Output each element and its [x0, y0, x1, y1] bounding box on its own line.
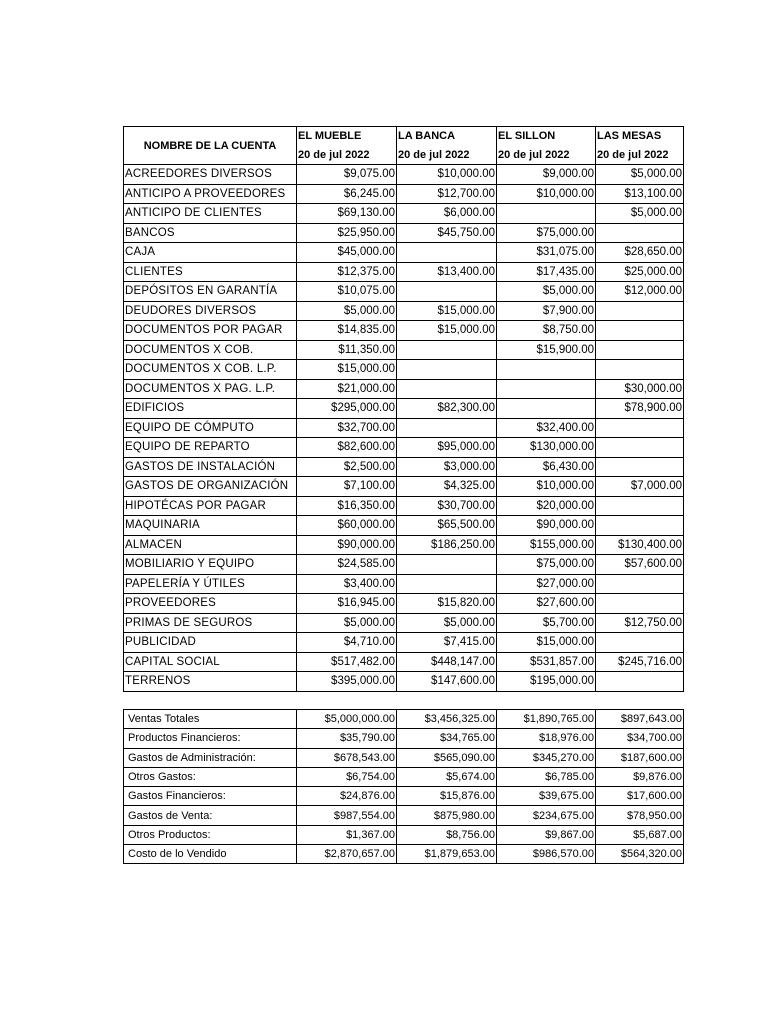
value-cell: $5,000.00 — [397, 613, 497, 633]
value-cell: $9,000.00 — [497, 165, 596, 185]
table-row — [124, 672, 684, 692]
value-cell: $5,000.00 — [297, 613, 397, 633]
value-cell: $12,375.00 — [297, 262, 397, 282]
account-name-cell: HIPOTÉCAS POR PAGAR — [124, 496, 297, 516]
value-cell: $17,435.00 — [497, 262, 596, 282]
company-header: EL MUEBLE — [297, 127, 397, 146]
value-cell: $18,976.00 — [497, 729, 596, 748]
value-cell: $6,785.00 — [497, 767, 596, 786]
table-row — [124, 418, 684, 438]
table-row — [124, 729, 684, 748]
table-row — [124, 710, 684, 729]
value-cell — [596, 301, 684, 321]
table-row — [124, 223, 684, 243]
value-cell: $130,400.00 — [596, 535, 684, 555]
account-name-cell: GASTOS DE INSTALACIÓN — [124, 457, 297, 477]
value-cell: $986,570.00 — [497, 845, 596, 864]
value-cell: $34,700.00 — [596, 729, 684, 748]
value-cell — [596, 321, 684, 341]
value-cell: $7,000.00 — [596, 477, 684, 497]
value-cell: $295,000.00 — [297, 399, 397, 419]
value-cell — [596, 360, 684, 380]
value-cell: $897,643.00 — [596, 710, 684, 729]
value-cell: $147,600.00 — [397, 672, 497, 692]
value-cell: $27,600.00 — [497, 594, 596, 614]
value-cell: $57,600.00 — [596, 555, 684, 575]
value-cell: $90,000.00 — [297, 535, 397, 555]
table-row — [124, 555, 684, 575]
value-cell: $5,000.00 — [297, 301, 397, 321]
value-cell: $3,456,325.00 — [397, 710, 497, 729]
value-cell: $30,700.00 — [397, 496, 497, 516]
value-cell: $95,000.00 — [397, 438, 497, 458]
value-cell: $5,000.00 — [497, 282, 596, 302]
company-header: EL SILLON — [497, 127, 596, 146]
value-cell: $6,000.00 — [397, 204, 497, 224]
value-cell: $24,876.00 — [297, 787, 397, 806]
value-cell: $7,900.00 — [497, 301, 596, 321]
value-cell: $8,750.00 — [497, 321, 596, 341]
value-cell — [596, 516, 684, 536]
table-row — [124, 360, 684, 380]
value-cell — [596, 672, 684, 692]
value-cell: $75,000.00 — [497, 555, 596, 575]
value-cell: $4,710.00 — [297, 633, 397, 653]
table-row — [124, 204, 684, 224]
date-header: 20 de jul 2022 — [397, 146, 497, 165]
table-row — [124, 438, 684, 458]
value-cell — [397, 340, 497, 360]
table-row — [124, 748, 684, 767]
table-row — [124, 262, 684, 282]
value-cell: $14,835.00 — [297, 321, 397, 341]
value-cell: $987,554.00 — [297, 806, 397, 825]
value-cell — [397, 574, 497, 594]
table-row — [124, 496, 684, 516]
value-cell: $7,100.00 — [297, 477, 397, 497]
value-cell: $75,000.00 — [497, 223, 596, 243]
table-row — [124, 379, 684, 399]
value-cell — [497, 204, 596, 224]
accounts-table — [123, 126, 684, 692]
value-cell: $5,000.00 — [596, 165, 684, 185]
value-cell — [497, 399, 596, 419]
value-cell: $678,543.00 — [297, 748, 397, 767]
table-row — [124, 516, 684, 536]
value-cell: $82,600.00 — [297, 438, 397, 458]
account-name-cell: MAQUINARIA — [124, 516, 297, 536]
value-cell — [596, 340, 684, 360]
table-row — [124, 652, 684, 672]
account-name-cell: PUBLICIDAD — [124, 633, 297, 653]
table-row — [124, 184, 684, 204]
value-cell: $10,000.00 — [397, 165, 497, 185]
account-name-cell: Gastos Financieros: — [124, 787, 297, 806]
table-row — [124, 825, 684, 844]
value-cell: $25,000.00 — [596, 262, 684, 282]
value-cell — [596, 457, 684, 477]
value-cell: $187,600.00 — [596, 748, 684, 767]
value-cell: $16,945.00 — [297, 594, 397, 614]
value-cell: $395,000.00 — [297, 672, 397, 692]
date-header: 20 de jul 2022 — [596, 146, 684, 165]
value-cell: $4,325.00 — [397, 477, 497, 497]
value-cell — [596, 418, 684, 438]
table-row — [124, 633, 684, 653]
date-header: 20 de jul 2022 — [497, 146, 596, 165]
value-cell: $32,400.00 — [497, 418, 596, 438]
value-cell: $13,100.00 — [596, 184, 684, 204]
value-cell — [397, 282, 497, 302]
table-row — [124, 243, 684, 263]
value-cell: $25,950.00 — [297, 223, 397, 243]
account-name-cell: CLIENTES — [124, 262, 297, 282]
account-name-cell: ACREEDORES DIVERSOS — [124, 165, 297, 185]
value-cell: $78,950.00 — [596, 806, 684, 825]
value-cell — [497, 379, 596, 399]
value-cell: $21,000.00 — [297, 379, 397, 399]
table-row — [124, 301, 684, 321]
value-cell — [596, 223, 684, 243]
table-row — [124, 165, 684, 185]
value-cell: $9,867.00 — [497, 825, 596, 844]
value-cell: $78,900.00 — [596, 399, 684, 419]
value-cell: $15,820.00 — [397, 594, 497, 614]
table-row — [124, 457, 684, 477]
value-cell: $12,750.00 — [596, 613, 684, 633]
value-cell — [596, 438, 684, 458]
date-header: 20 de jul 2022 — [297, 146, 397, 165]
value-cell — [596, 633, 684, 653]
value-cell: $5,674.00 — [397, 767, 497, 786]
value-cell: $3,000.00 — [397, 457, 497, 477]
table-row — [124, 477, 684, 497]
value-cell: $155,000.00 — [497, 535, 596, 555]
value-cell: $6,245.00 — [297, 184, 397, 204]
table-row — [124, 787, 684, 806]
account-name-cell: TERRENOS — [124, 672, 297, 692]
header-row-companies — [124, 127, 684, 146]
table-row — [124, 535, 684, 555]
value-cell: $28,650.00 — [596, 243, 684, 263]
account-name-cell: GASTOS DE ORGANIZACIÓN — [124, 477, 297, 497]
value-cell: $11,350.00 — [297, 340, 397, 360]
value-cell: $13,400.00 — [397, 262, 497, 282]
value-cell: $16,350.00 — [297, 496, 397, 516]
account-name-cell: DOCUMENTOS X PAG. L.P. — [124, 379, 297, 399]
value-cell: $1,879,653.00 — [397, 845, 497, 864]
value-cell: $565,090.00 — [397, 748, 497, 767]
company-header: LA BANCA — [397, 127, 497, 146]
account-name-cell: MOBILIARIO Y EQUIPO — [124, 555, 297, 575]
table-row — [124, 806, 684, 825]
value-cell: $10,075.00 — [297, 282, 397, 302]
value-cell — [397, 379, 497, 399]
value-cell: $12,000.00 — [596, 282, 684, 302]
table-row — [124, 574, 684, 594]
account-name-cell: Gastos de Administración: — [124, 748, 297, 767]
value-cell: $186,250.00 — [397, 535, 497, 555]
value-cell: $10,000.00 — [497, 477, 596, 497]
value-cell: $130,000.00 — [497, 438, 596, 458]
value-cell — [497, 360, 596, 380]
account-name-cell: PAPELERÍA Y ÚTILES — [124, 574, 297, 594]
value-cell: $195,000.00 — [497, 672, 596, 692]
value-cell: $9,876.00 — [596, 767, 684, 786]
account-name-cell: EDIFICIOS — [124, 399, 297, 419]
value-cell: $12,700.00 — [397, 184, 497, 204]
value-cell: $15,876.00 — [397, 787, 497, 806]
account-name-cell: CAJA — [124, 243, 297, 263]
account-name-cell: ALMACEN — [124, 535, 297, 555]
value-cell: $6,754.00 — [297, 767, 397, 786]
value-cell: $7,415.00 — [397, 633, 497, 653]
account-name-cell: DOCUMENTOS X COB. L.P. — [124, 360, 297, 380]
value-cell: $5,687.00 — [596, 825, 684, 844]
account-name-cell: EQUIPO DE CÓMPUTO — [124, 418, 297, 438]
value-cell: $32,700.00 — [297, 418, 397, 438]
value-cell: $45,000.00 — [297, 243, 397, 263]
value-cell: $5,700.00 — [497, 613, 596, 633]
value-cell: $875,980.00 — [397, 806, 497, 825]
value-cell: $1,890,765.00 — [497, 710, 596, 729]
value-cell: $39,675.00 — [497, 787, 596, 806]
value-cell: $31,075.00 — [497, 243, 596, 263]
value-cell: $5,000,000.00 — [297, 710, 397, 729]
value-cell: $9,075.00 — [297, 165, 397, 185]
value-cell: $82,300.00 — [397, 399, 497, 419]
value-cell: $2,870,657.00 — [297, 845, 397, 864]
account-name-cell: DEPÓSITOS EN GARANTÍA — [124, 282, 297, 302]
table-row — [124, 767, 684, 786]
value-cell: $1,367.00 — [297, 825, 397, 844]
table-row — [124, 321, 684, 341]
account-name-cell: PROVEEDORES — [124, 594, 297, 614]
value-cell: $65,500.00 — [397, 516, 497, 536]
value-cell: $34,765.00 — [397, 729, 497, 748]
value-cell: $15,000.00 — [397, 321, 497, 341]
value-cell: $3,400.00 — [297, 574, 397, 594]
value-cell — [397, 243, 497, 263]
value-cell: $10,000.00 — [497, 184, 596, 204]
account-name-cell: EQUIPO DE REPARTO — [124, 438, 297, 458]
value-cell: $245,716.00 — [596, 652, 684, 672]
value-cell: $517,482.00 — [297, 652, 397, 672]
value-cell: $564,320.00 — [596, 845, 684, 864]
account-name-cell: ANTICIPO A PROVEEDORES — [124, 184, 297, 204]
table-row — [124, 594, 684, 614]
account-name-cell: Otros Gastos: — [124, 767, 297, 786]
company-header: LAS MESAS — [596, 127, 684, 146]
value-cell: $30,000.00 — [596, 379, 684, 399]
account-name-cell: Costo de lo Vendido — [124, 845, 297, 864]
value-cell — [397, 555, 497, 575]
table-row — [124, 845, 684, 864]
value-cell — [397, 418, 497, 438]
table-row — [124, 613, 684, 633]
value-cell: $60,000.00 — [297, 516, 397, 536]
value-cell: $24,585.00 — [297, 555, 397, 575]
value-cell: $15,000.00 — [297, 360, 397, 380]
value-cell: $27,000.00 — [497, 574, 596, 594]
value-cell: $15,000.00 — [497, 633, 596, 653]
account-name-cell: CAPITAL SOCIAL — [124, 652, 297, 672]
account-name-cell: ANTICIPO DE CLIENTES — [124, 204, 297, 224]
value-cell: $17,600.00 — [596, 787, 684, 806]
value-cell: $15,900.00 — [497, 340, 596, 360]
account-name-cell: DOCUMENTOS X COB. — [124, 340, 297, 360]
account-name-cell: Gastos de Venta: — [124, 806, 297, 825]
value-cell — [596, 574, 684, 594]
value-cell — [596, 496, 684, 516]
value-cell: $15,000.00 — [397, 301, 497, 321]
value-cell: $2,500.00 — [297, 457, 397, 477]
account-name-cell: DOCUMENTOS POR PAGAR — [124, 321, 297, 341]
summary-table — [123, 709, 684, 864]
value-cell: $234,675.00 — [497, 806, 596, 825]
value-cell: $90,000.00 — [497, 516, 596, 536]
value-cell: $69,130.00 — [297, 204, 397, 224]
value-cell: $20,000.00 — [497, 496, 596, 516]
value-cell: $5,000.00 — [596, 204, 684, 224]
value-cell: $6,430.00 — [497, 457, 596, 477]
account-name-cell: Otros Productos: — [124, 825, 297, 844]
account-name-header: NOMBRE DE LA CUENTA — [124, 127, 297, 165]
account-name-cell: PRIMAS DE SEGUROS — [124, 613, 297, 633]
value-cell: $8,756.00 — [397, 825, 497, 844]
account-name-cell: Productos Financieros: — [124, 729, 297, 748]
value-cell — [596, 594, 684, 614]
value-cell: $345,270.00 — [497, 748, 596, 767]
table-row — [124, 399, 684, 419]
value-cell: $531,857.00 — [497, 652, 596, 672]
value-cell — [397, 360, 497, 380]
account-name-cell: DEUDORES DIVERSOS — [124, 301, 297, 321]
table-row — [124, 282, 684, 302]
account-name-cell: Ventas Totales — [124, 710, 297, 729]
table-row — [124, 340, 684, 360]
account-name-cell: BANCOS — [124, 223, 297, 243]
value-cell: $35,790.00 — [297, 729, 397, 748]
value-cell: $448,147.00 — [397, 652, 497, 672]
value-cell: $45,750.00 — [397, 223, 497, 243]
